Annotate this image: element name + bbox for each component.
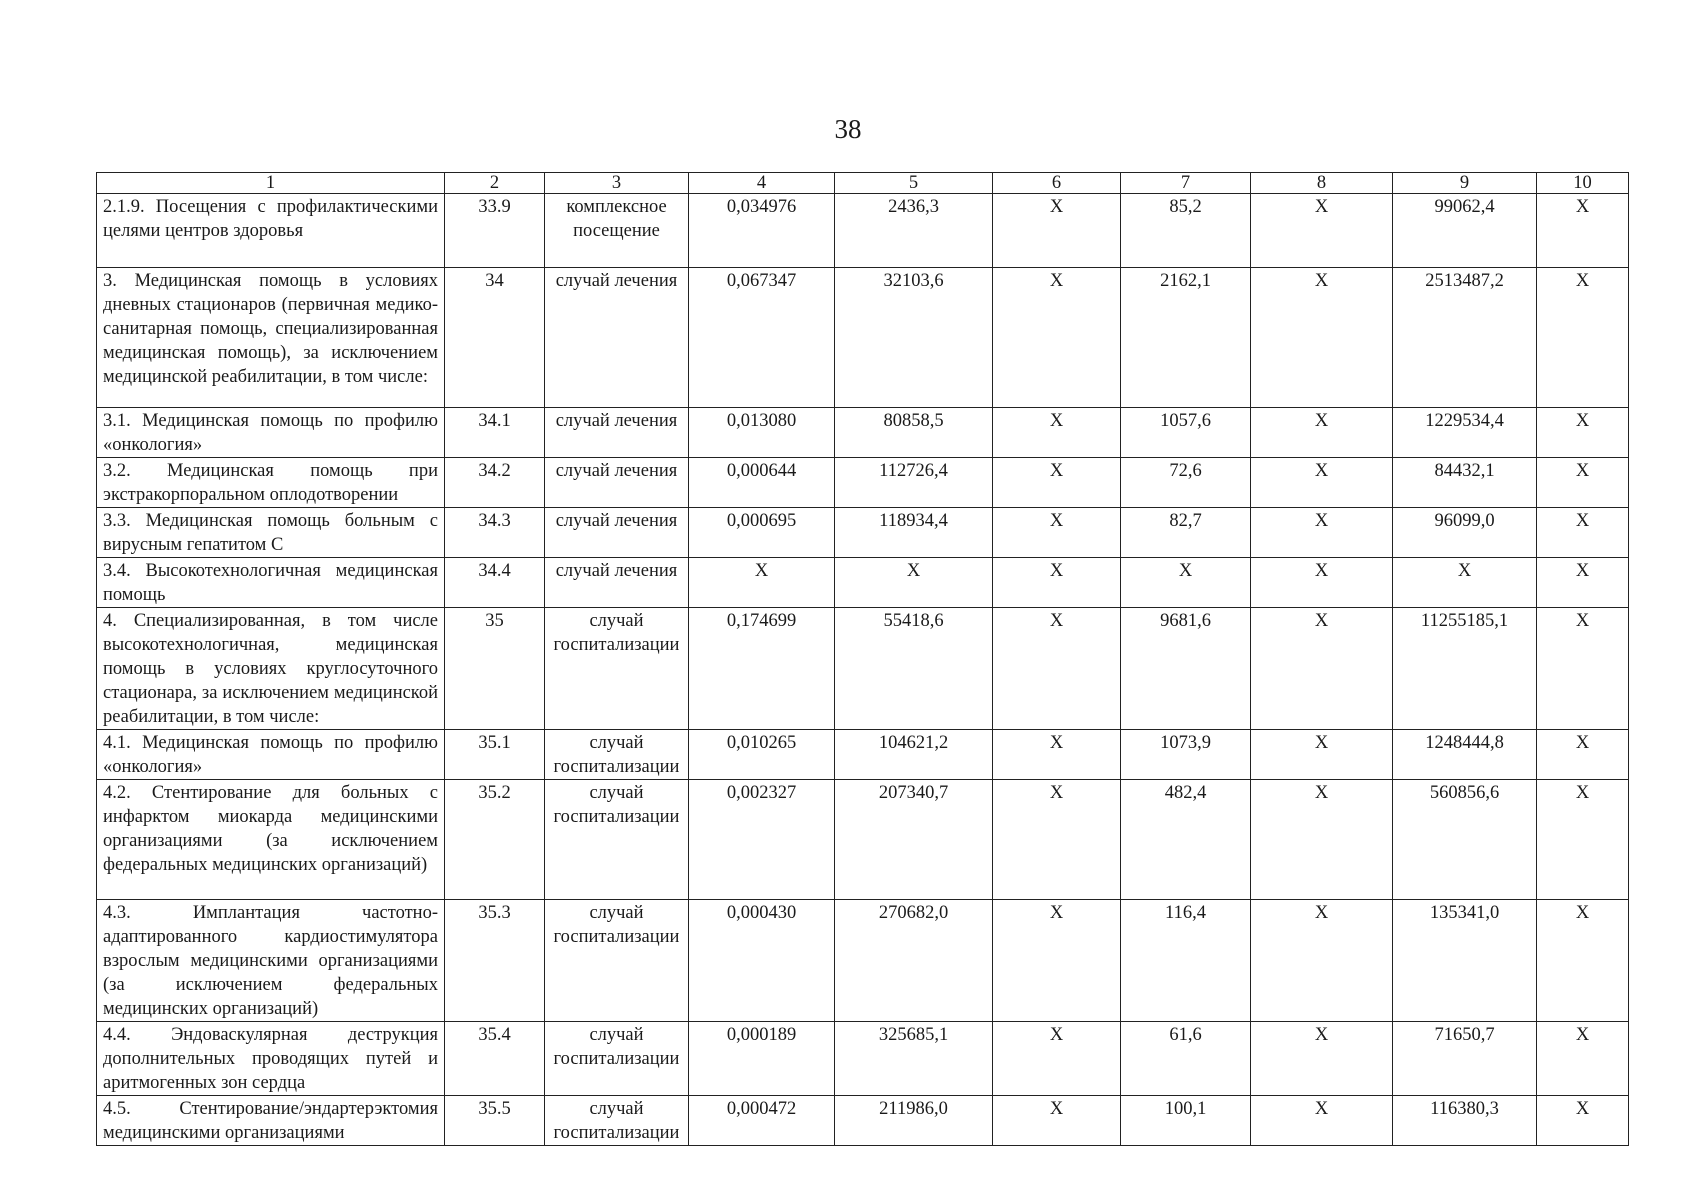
table-row [97, 268, 1629, 408]
table-row [97, 458, 1629, 508]
cell-col10: X [1537, 508, 1629, 558]
cell-col9: 99062,4 [1393, 194, 1537, 268]
cell-col10: X [1537, 558, 1629, 608]
cell-col4: 0,174699 [689, 608, 835, 730]
row-unit: случай лечения [545, 458, 689, 508]
row-unit: случай лечения [545, 268, 689, 408]
row-description: 3.1. Медицинская помощь по профилю «онкология» [97, 408, 445, 458]
row-unit: случай госпитализации [545, 1096, 689, 1146]
cell-col8: X [1251, 730, 1393, 780]
cell-col7: 1057,6 [1121, 408, 1251, 458]
cell-col7: 85,2 [1121, 194, 1251, 268]
cell-col9: 560856,6 [1393, 780, 1537, 900]
cell-col4: 0,000430 [689, 900, 835, 1022]
column-number-row [97, 173, 1629, 194]
cell-col9: 11255185,1 [1393, 608, 1537, 730]
row-description: 4.4. Эндоваскулярная деструкция дополнительных проводящих путей и аритмогенных зон сердца [97, 1022, 445, 1096]
row-code: 35.3 [445, 900, 545, 1022]
row-description: 3.3. Медицинская помощь больным с вирусным гепатитом С [97, 508, 445, 558]
cell-col5: 211986,0 [835, 1096, 993, 1146]
cell-col10: X [1537, 900, 1629, 1022]
cell-col4: 0,013080 [689, 408, 835, 458]
row-description: 3.4. Высокотехнологичная медицинская помощь [97, 558, 445, 608]
cell-col5: 2436,3 [835, 194, 993, 268]
cell-col8: X [1251, 608, 1393, 730]
cell-col9: 1229534,4 [1393, 408, 1537, 458]
row-code: 34.3 [445, 508, 545, 558]
row-unit: случай госпитализации [545, 730, 689, 780]
cell-col9: 96099,0 [1393, 508, 1537, 558]
cell-col4: 0,000644 [689, 458, 835, 508]
row-code: 33.9 [445, 194, 545, 268]
cell-col7: 82,7 [1121, 508, 1251, 558]
cell-col4: 0,000189 [689, 1022, 835, 1096]
cell-col5: 207340,7 [835, 780, 993, 900]
cell-col9: 135341,0 [1393, 900, 1537, 1022]
row-code: 34.1 [445, 408, 545, 458]
cell-col5: 325685,1 [835, 1022, 993, 1096]
data-table [96, 172, 1629, 1146]
cell-col5: 112726,4 [835, 458, 993, 508]
row-unit: случай госпитализации [545, 1022, 689, 1096]
cell-col4: 0,034976 [689, 194, 835, 268]
row-code: 35 [445, 608, 545, 730]
row-code: 35.4 [445, 1022, 545, 1096]
cell-col6: X [993, 458, 1121, 508]
cell-col8: X [1251, 268, 1393, 408]
cell-col6: X [993, 408, 1121, 458]
cell-col7: 9681,6 [1121, 608, 1251, 730]
row-code: 35.5 [445, 1096, 545, 1146]
row-description: 3.2. Медицинская помощь при экстракорпоральном оплодотворении [97, 458, 445, 508]
cell-col10: X [1537, 458, 1629, 508]
cell-col5: 270682,0 [835, 900, 993, 1022]
row-unit: случай госпитализации [545, 900, 689, 1022]
cell-col6: X [993, 558, 1121, 608]
table-row [97, 1096, 1629, 1146]
cell-col6: X [993, 900, 1121, 1022]
cell-col5: X [835, 558, 993, 608]
cell-col9: 71650,7 [1393, 1022, 1537, 1096]
cell-col4: 0,000695 [689, 508, 835, 558]
row-code: 35.1 [445, 730, 545, 780]
row-unit: случай лечения [545, 558, 689, 608]
cell-col8: X [1251, 194, 1393, 268]
row-description: 4.2. Стентирование для больных с инфарктом миокарда медицинскими организациями (за исключением федеральных медицинских организаций) [97, 780, 445, 900]
row-unit: случай госпитализации [545, 780, 689, 900]
cell-col10: X [1537, 1096, 1629, 1146]
cell-col5: 104621,2 [835, 730, 993, 780]
page-number: 38 [834, 114, 862, 144]
cell-col10: X [1537, 408, 1629, 458]
column-header: 8 [1251, 173, 1393, 194]
table-row [97, 900, 1629, 1022]
cell-col7: 116,4 [1121, 900, 1251, 1022]
cell-col4: 0,000472 [689, 1096, 835, 1146]
cell-col4: 0,002327 [689, 780, 835, 900]
column-header: 7 [1121, 173, 1251, 194]
column-header: 10 [1537, 173, 1629, 194]
cell-col10: X [1537, 1022, 1629, 1096]
table-row [97, 730, 1629, 780]
cell-col4: 0,010265 [689, 730, 835, 780]
cell-col8: X [1251, 780, 1393, 900]
cell-col10: X [1537, 268, 1629, 408]
cell-col7: X [1121, 558, 1251, 608]
row-code: 34.4 [445, 558, 545, 608]
column-header: 3 [545, 173, 689, 194]
row-unit: случай лечения [545, 408, 689, 458]
row-unit: комплексное посещение [545, 194, 689, 268]
cell-col10: X [1537, 194, 1629, 268]
row-description: 4.1. Медицинская помощь по профилю «онкология» [97, 730, 445, 780]
cell-col7: 72,6 [1121, 458, 1251, 508]
cell-col7: 1073,9 [1121, 730, 1251, 780]
cell-col6: X [993, 780, 1121, 900]
row-description: 4.3. Имплантация частотно-адаптированного кардиостимулятора взрослым медицинскими организациями (за исключением федеральных медицинских организаций) [97, 900, 445, 1022]
cell-col10: X [1537, 608, 1629, 730]
cell-col6: X [993, 268, 1121, 408]
row-code: 35.2 [445, 780, 545, 900]
cell-col4: 0,067347 [689, 268, 835, 408]
column-header: 1 [97, 173, 445, 194]
column-header: 2 [445, 173, 545, 194]
cell-col7: 100,1 [1121, 1096, 1251, 1146]
row-code: 34.2 [445, 458, 545, 508]
table-row [97, 1022, 1629, 1096]
cell-col4: X [689, 558, 835, 608]
table-row [97, 608, 1629, 730]
cell-col9: X [1393, 558, 1537, 608]
cell-col6: X [993, 1022, 1121, 1096]
row-description: 2.1.9. Посещения с профилактическими целями центров здоровья [97, 194, 445, 268]
cell-col8: X [1251, 408, 1393, 458]
cell-col6: X [993, 730, 1121, 780]
row-description: 4.5. Стентирование/эндартерэктомия медицинскими организациями [97, 1096, 445, 1146]
cell-col9: 2513487,2 [1393, 268, 1537, 408]
cell-col8: X [1251, 458, 1393, 508]
table-row [97, 194, 1629, 268]
cell-col7: 2162,1 [1121, 268, 1251, 408]
column-header: 9 [1393, 173, 1537, 194]
cell-col5: 80858,5 [835, 408, 993, 458]
row-description: 4. Специализированная, в том числе высокотехнологичная, медицинская помощь в условиях круглосуточного стационара, за исключением медицинской реабилитации, в том числе: [97, 608, 445, 730]
cell-col9: 84432,1 [1393, 458, 1537, 508]
cell-col8: X [1251, 558, 1393, 608]
row-description: 3. Медицинская помощь в условиях дневных стационаров (первичная медико-санитарная помощь, специализированная медицинская помощь), за исключением медицинской реабилитации, в том числе: [97, 268, 445, 408]
cell-col6: X [993, 1096, 1121, 1146]
cell-col5: 118934,4 [835, 508, 993, 558]
cell-col9: 116380,3 [1393, 1096, 1537, 1146]
cell-col6: X [993, 508, 1121, 558]
table-row [97, 780, 1629, 900]
cell-col5: 32103,6 [835, 268, 993, 408]
cell-col8: X [1251, 508, 1393, 558]
cell-col7: 482,4 [1121, 780, 1251, 900]
column-header: 6 [993, 173, 1121, 194]
cell-col10: X [1537, 780, 1629, 900]
cell-col6: X [993, 194, 1121, 268]
table-row [97, 408, 1629, 458]
column-header: 4 [689, 173, 835, 194]
column-header: 5 [835, 173, 993, 194]
row-unit: случай госпитализации [545, 608, 689, 730]
row-code: 34 [445, 268, 545, 408]
cell-col8: X [1251, 900, 1393, 1022]
table-row [97, 508, 1629, 558]
cell-col5: 55418,6 [835, 608, 993, 730]
cell-col6: X [993, 608, 1121, 730]
row-unit: случай лечения [545, 508, 689, 558]
cell-col10: X [1537, 730, 1629, 780]
cell-col7: 61,6 [1121, 1022, 1251, 1096]
table-row [97, 558, 1629, 608]
cell-col9: 1248444,8 [1393, 730, 1537, 780]
cell-col8: X [1251, 1022, 1393, 1096]
cell-col8: X [1251, 1096, 1393, 1146]
